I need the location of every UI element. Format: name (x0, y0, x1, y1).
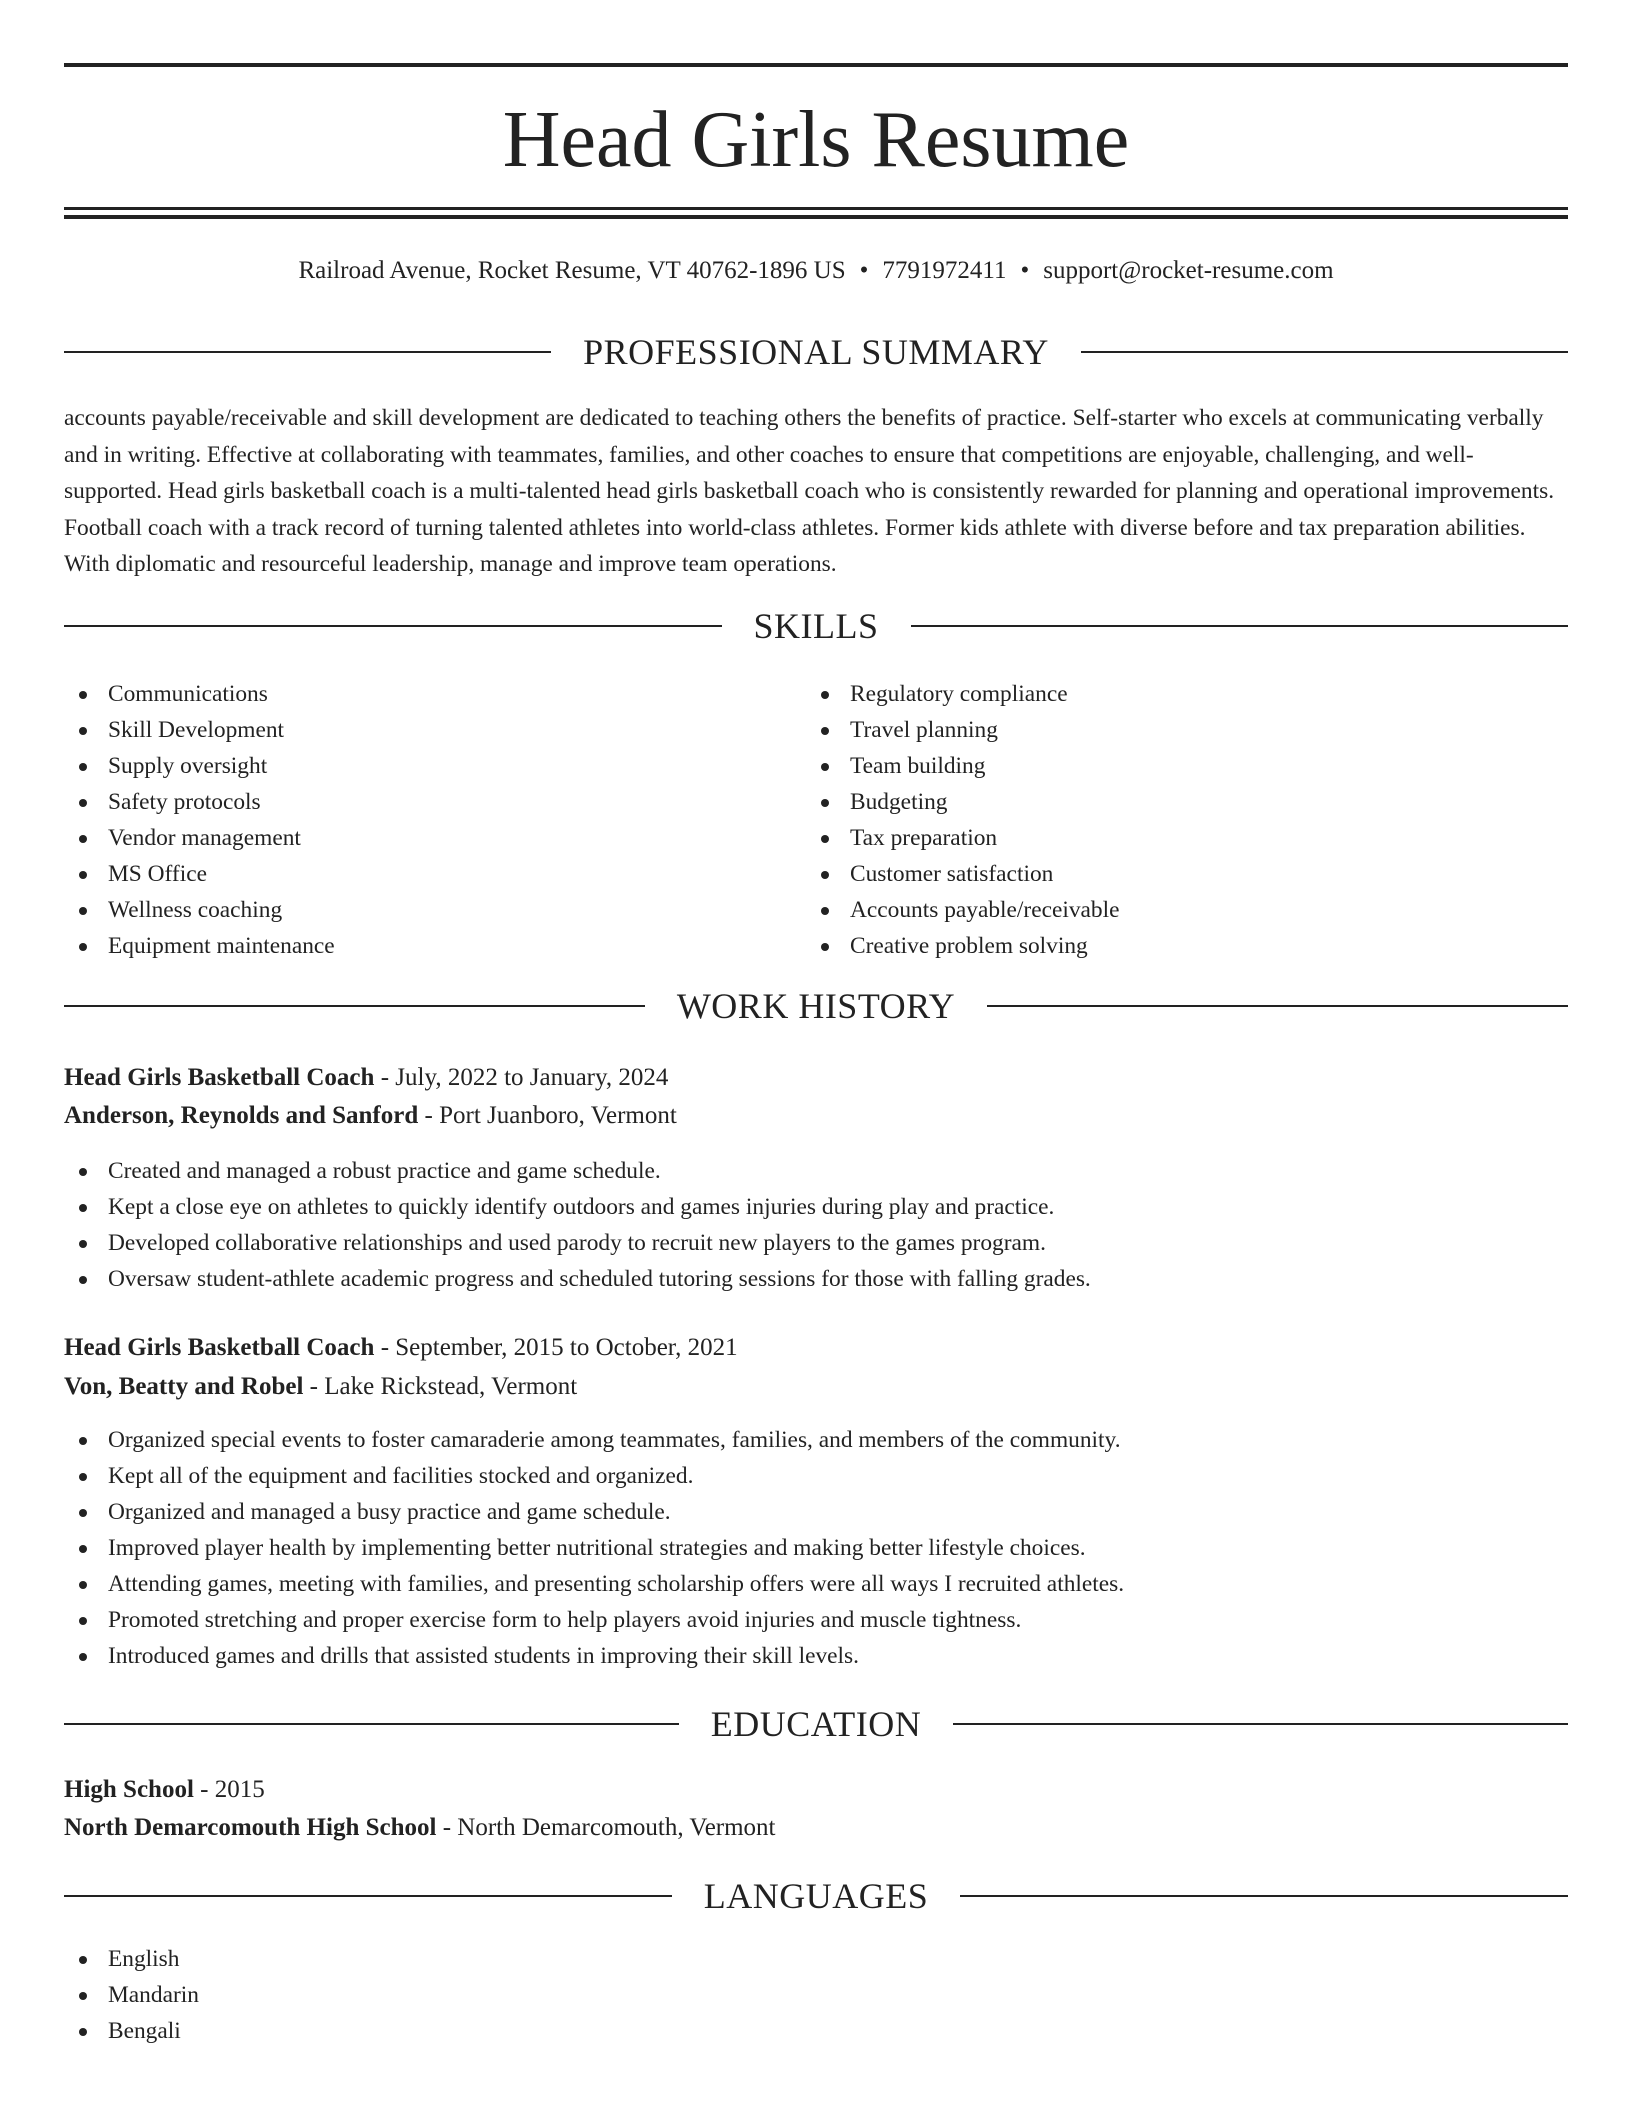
duty-item: Attending games, meeting with families, and presenting scholarship offers were all ways I recruited athletes. (64, 1566, 1568, 1602)
divider-line (64, 625, 722, 627)
section-title: PROFESSIONAL SUMMARY (583, 332, 1049, 372)
divider-line (987, 1005, 1568, 1007)
divider-line (960, 1895, 1568, 1897)
skill-item: Communications (64, 676, 806, 712)
section-title: EDUCATION (710, 1704, 922, 1744)
skill-item: Customer satisfaction (806, 856, 1548, 892)
skills-heading (64, 604, 1568, 648)
duty-item: Oversaw student-athlete academic progress and scheduled tutoring sessions for those with falling grades. (64, 1261, 1568, 1297)
duty-item: Created and managed a robust practice and game schedule. (64, 1153, 1568, 1189)
education-year: - 2015 (193, 1776, 265, 1803)
skill-item: Safety protocols (64, 784, 806, 820)
skill-item: Supply oversight (64, 748, 806, 784)
duty-item: Introduced games and drills that assisted students in improving their skill levels. (64, 1638, 1568, 1674)
education-heading (64, 1702, 1568, 1746)
summary-heading (64, 330, 1568, 374)
divider-line (64, 1005, 645, 1007)
duty-item: Kept a close eye on athletes to quickly identify outdoors and games injuries during play and practice. (64, 1189, 1568, 1225)
duty-item: Organized and managed a busy practice and game schedule. (64, 1494, 1568, 1530)
duty-item: Improved player health by implementing better nutritional strategies and making better lifestyle choices. (64, 1530, 1568, 1566)
divider-line (64, 351, 551, 353)
duty-item: Organized special events to foster camaraderie among teammates, families, and members of the community. (64, 1422, 1568, 1458)
contact-phone: 7791972411 (882, 257, 1007, 284)
job-company: Von, Beatty and Robel (64, 1373, 304, 1400)
skill-item: Wellness coaching (64, 892, 806, 928)
resume-title: Head Girls Resume (502, 96, 1130, 184)
skill-item: MS Office (64, 856, 806, 892)
language-item: Mandarin (64, 1977, 1568, 2013)
divider-line (953, 1723, 1568, 1725)
contact-separator: • (1020, 257, 1030, 284)
skill-item: Team building (806, 748, 1548, 784)
job-role: Head Girls Basketball Coach (64, 1334, 375, 1361)
languages-heading (64, 1874, 1568, 1918)
skill-item: Tax preparation (806, 820, 1548, 856)
section-title: SKILLS (753, 606, 879, 646)
education-degree-line (64, 1772, 1568, 1808)
job-company: Anderson, Reynolds and Sanford (64, 1102, 419, 1129)
skill-item: Vendor management (64, 820, 806, 856)
top-rule (64, 63, 1568, 67)
job-dates: - September, 2015 to October, 2021 (374, 1334, 738, 1361)
skill-item: Budgeting (806, 784, 1548, 820)
duty-item: Kept all of the equipment and facilities stocked and organized. (64, 1458, 1568, 1494)
skill-item: Skill Development (64, 712, 806, 748)
section-title: WORK HISTORY (676, 986, 956, 1026)
divider-line (1081, 351, 1568, 353)
summary-text: accounts payable/receivable and skill development are dedicated to teaching others the benefits of practice. Self-starter who excels at communicating verbally and in writing. Effective at collaborating with teammates, families, and other coaches to ensure that competitions are enjoyable, challenging, and well-supported. Head girls basketball coach is a multi-talented head girls basketball coach who is consistently rewarded for planning and operational improvements. Football coach with a track record of turning talented athletes into world-class athletes. Former kids athlete with diverse before and tax preparation abilities. With diplomatic and resourceful leadership, manage and improve team operations. (64, 405, 1555, 577)
skills-list-left (64, 676, 806, 964)
job-title-line (64, 1060, 1568, 1096)
job-title-line (64, 1330, 1568, 1366)
education-school-line (64, 1810, 1568, 1846)
contact-address: Railroad Avenue, Rocket Resume, VT 40762-1896 US (298, 257, 846, 284)
section-title: LANGUAGES (703, 1876, 929, 1916)
languages-list (64, 1941, 1568, 2049)
language-item: English (64, 1941, 1568, 1977)
contact-email[interactable]: support@rocket-resume.com (1043, 257, 1334, 284)
job-location: - Lake Rickstead, Vermont (303, 1373, 578, 1400)
duty-item: Developed collaborative relationships and used parody to recruit new players to the games program. (64, 1225, 1568, 1261)
job-dates: - July, 2022 to January, 2024 (374, 1064, 669, 1091)
work-heading (64, 984, 1568, 1028)
skills-list-right (806, 676, 1548, 964)
job-role: Head Girls Basketball Coach (64, 1064, 375, 1091)
contact-line (64, 256, 1568, 286)
job-duties-list (64, 1422, 1568, 1674)
job-duties-list (64, 1153, 1568, 1297)
job-location: - Port Juanboro, Vermont (418, 1102, 677, 1129)
divider-line (64, 1895, 672, 1897)
education-degree: High School (64, 1776, 194, 1803)
skill-item: Accounts payable/receivable (806, 892, 1548, 928)
skill-item: Creative problem solving (806, 928, 1548, 964)
skill-item: Equipment maintenance (64, 928, 806, 964)
skill-item: Travel planning (806, 712, 1548, 748)
divider-line (911, 625, 1569, 627)
job-company-line (64, 1369, 1568, 1405)
language-item: Bengali (64, 2013, 1568, 2049)
education-school: North Demarcomouth High School (64, 1814, 437, 1841)
divider-line (64, 1723, 679, 1725)
skill-item: Regulatory compliance (806, 676, 1548, 712)
job-company-line (64, 1098, 1568, 1134)
double-rule (64, 207, 1568, 219)
education-location: - North Demarcomouth, Vermont (436, 1814, 776, 1841)
duty-item: Promoted stretching and proper exercise form to help players avoid injuries and muscle tightness. (64, 1602, 1568, 1638)
contact-separator: • (859, 257, 869, 284)
